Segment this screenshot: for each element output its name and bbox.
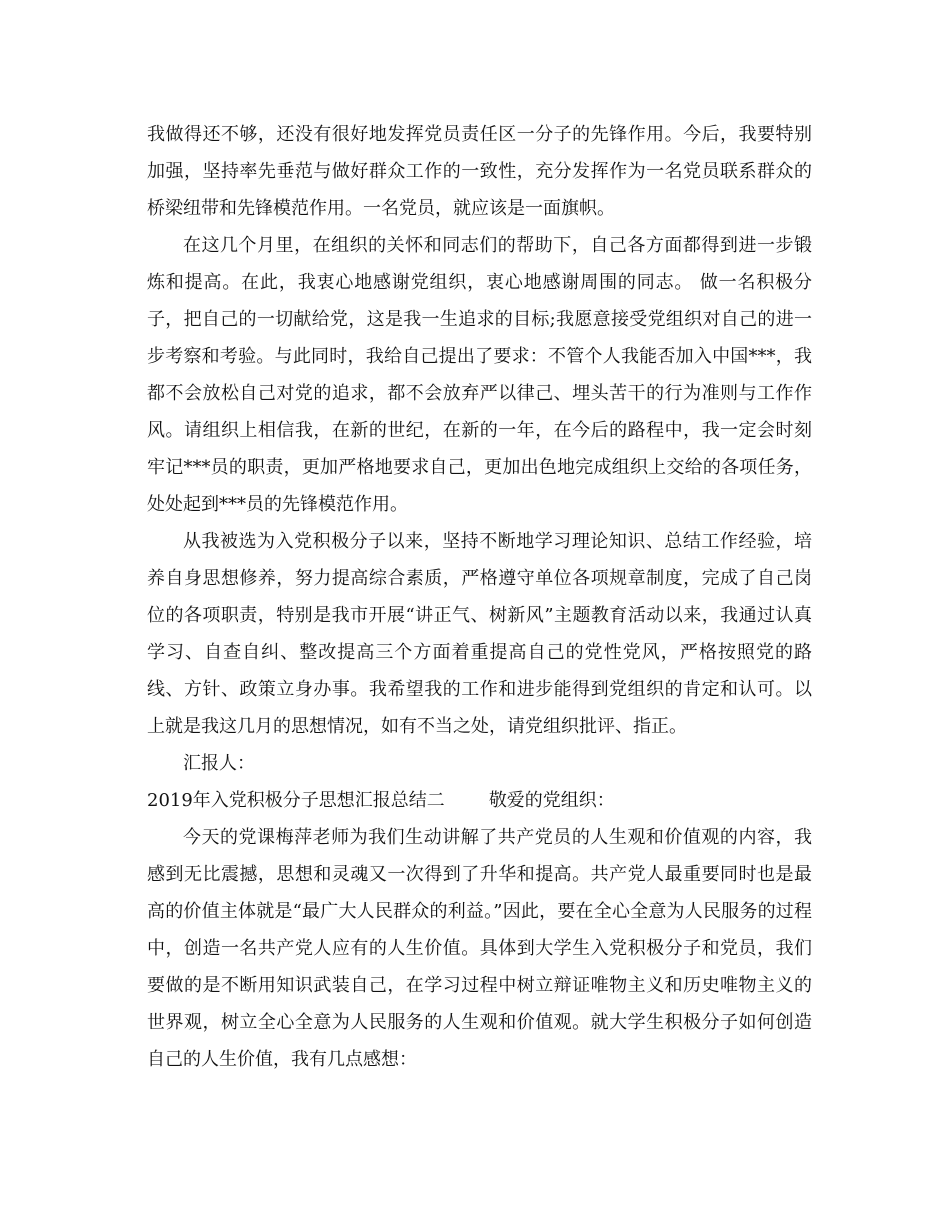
reporter-line: 汇报人： (183, 753, 255, 774)
salutation: 敬爱的党组织： (488, 790, 615, 811)
section-title: 2019年入党积极分子思想汇报总结二 (147, 790, 445, 811)
paragraph-1: 我做得还不够，还没有很好地发挥党员责任区一分子的先锋作用。今后，我要特别加强，坚持率先垂范与做好群众工作的一致性，充分发挥作为一名党员联系群众的桥梁纽带和先锋模范作用。一名党员，就应该是一面旗帜。 (147, 124, 812, 219)
paragraph-4: 今天的党课梅萍老师为我们生动讲解了共产党员的人生观和价值观的内容，我感到无比震撼，思想和灵魂又一次得到了升华和提高。共产党人最重要同时也是最高的价值主体就是“最广大人民群众的利益。”因此，要在全心全意为人民服务的过程中，创造一名共产党人应有的人生价值。具体到大学生入党积极分子和党员，我们要做的是不断用知识武装自己，在学习过程中树立辩证唯物主义和历史唯物主义的世界观，树立全心全意为人民服务的人生观和价值观。就大学生积极分子如何创造自己的人生价值，我有几点感想： (147, 827, 812, 1070)
paragraph-3: 从我被选为入党积极分子以来，坚持不断地学习理论知识、总结工作经验，培养自身思想修养，努力提高综合素质，严格遵守单位各项规章制度，完成了自己岗位的各项职责，特别是我市开展“讲正气、树新风”主题教育活动以来，我通过认真学习、自查自纠、整改提高三个方面着重提高自己的党性党风，严格按照党的路线、方针、政策立身办事。我希望我的工作和进步能得到党组织的肯定和认可。以上就是我这几月的思想情况，如有不当之处，请党组织批评、指正。 (147, 531, 812, 737)
document-body (147, 116, 812, 1078)
section-heading-line (147, 782, 812, 819)
paragraph-2: 在这几个月里，在组织的关怀和同志们的帮助下，自己各方面都得到进一步锻炼和提高。在此，我衷心地感谢党组织，衷心地感谢周围的同志。 做一名积极分子，把自己的一切献给党，这是我一生追求的目标;我愿意接受党组织对自己的进一步考察和考验。与此同时，我给自己提出了要求：不管个人我能否加入中国***，我都不会放松自己对党的追求，都不会放弃严以律己、埋头苦干的行为准则与工作作风。请组织上相信我，在新的世纪，在新的一年，在今后的路程中，我一定会时刻牢记***员的职责，更加严格地要求自己，更加出色地完成组织上交给的各项任务，处处起到***员的先锋模范作用。 (147, 235, 812, 515)
